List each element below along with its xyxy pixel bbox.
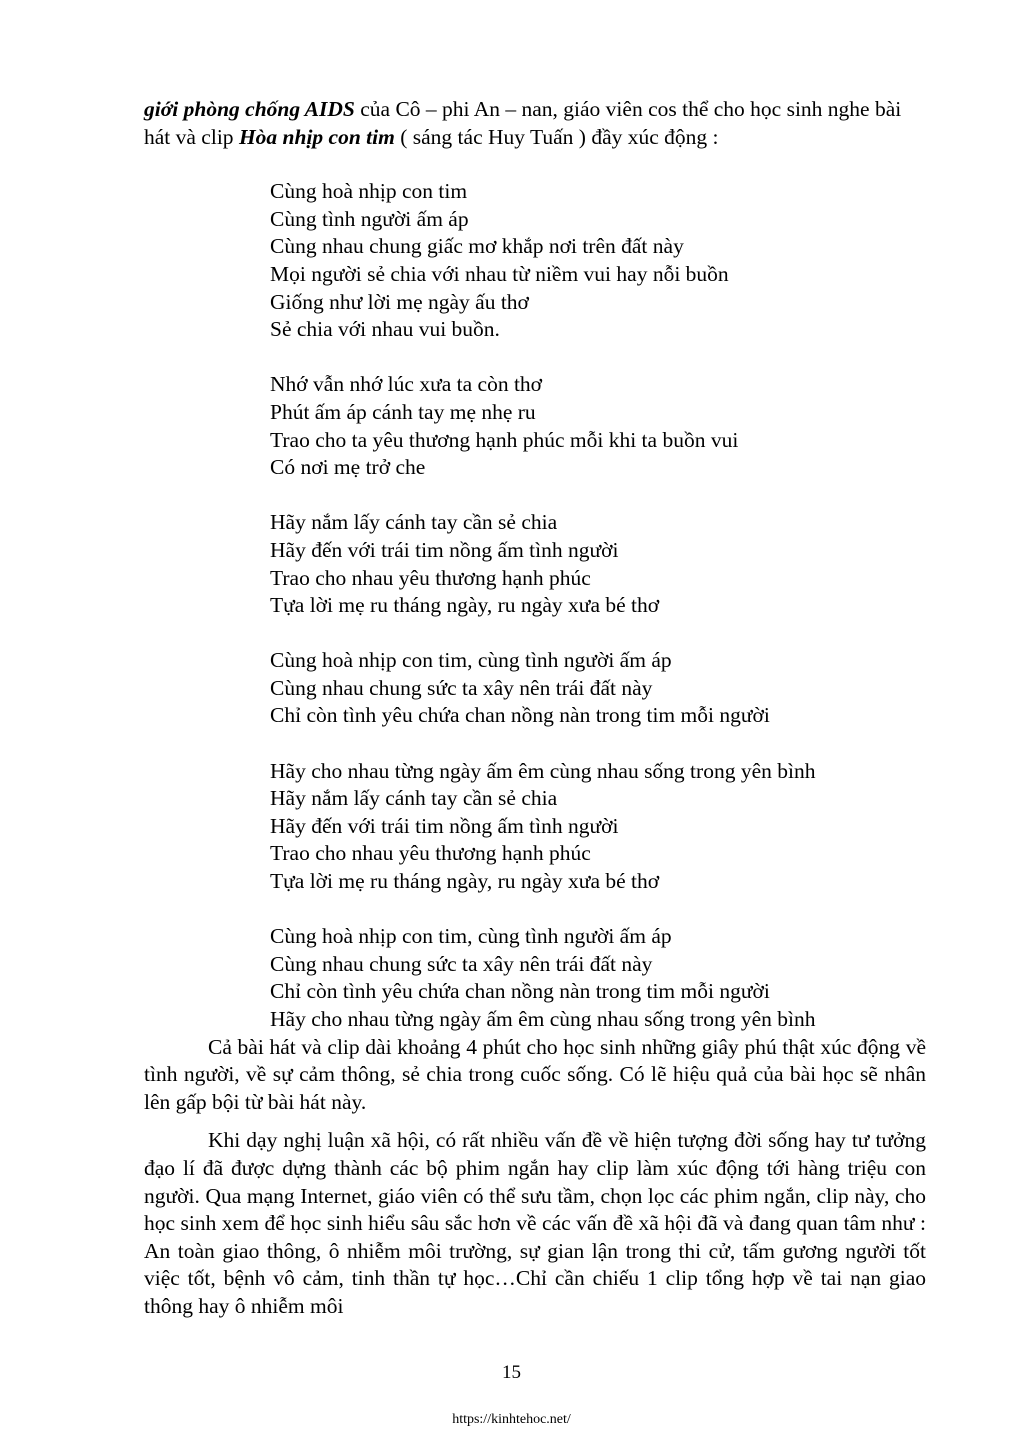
body-paragraph-2: Khi dạy nghị luận xã hội, có rất nhiều vấn đề về hiện tượng đời sống hay tư tưởng đạo lí đã được dựng thành các bộ phim ngắn hay clip làm xúc động tới hàng triệu con người. Qua mạng Internet, giáo viên có thể sưu tầm, chọn lọc các phim ngắn, clip này, cho học sinh xem để học sinh hiểu sâu sắc hơn về các vấn đề xã hội đã và đang quan tâm như : An toàn giao thông, ô nhiễm môi trường, sự gian lận trong thi cử, tấm gương người tốt việc tốt, bệnh vô cảm, tinh thần tự học…Chỉ cần chiếu 1 clip tổng hợp về tai nạn giao thông hay ô nhiễm môi <box>144 1128 926 1318</box>
lyrics-line: Cùng hoà nhịp con tim, cùng tình người ấm áp <box>270 924 672 949</box>
lyrics-line: Hãy nắm lấy cánh tay cần sẻ chia <box>270 510 558 535</box>
lyrics-line: Trao cho ta yêu thương hạnh phúc mỗi khi ta buồn vui <box>270 427 739 452</box>
lyrics-line: Cùng nhau chung sức ta xây nên trái đất này <box>270 951 653 976</box>
lyrics-line: Mọi người sẻ chia với nhau từ niềm vui hay nỗi buồn <box>270 261 729 286</box>
lyrics-line: Cùng tình người ấm áp <box>270 206 469 231</box>
lyrics-line: Cùng nhau chung giấc mơ khắp nơi trên đất này <box>270 234 684 259</box>
song-title: Hòa nhịp con tim <box>238 124 395 149</box>
lyrics-stanza-3 <box>270 509 926 619</box>
lyrics-line: Hãy đến với trái tim nồng ấm tình người <box>270 537 619 562</box>
footer-url[interactable]: https://kinhtehoc.net/ <box>452 1412 571 1427</box>
lyrics-line: Tựa lời mẹ ru tháng ngày, ru ngày xưa bé thơ <box>270 869 660 894</box>
lyrics-line: Sẻ chia với nhau vui buồn. <box>270 317 500 342</box>
document-page <box>144 96 926 1321</box>
lyrics-stanza-2 <box>270 371 926 481</box>
lyrics-line: Tựa lời mẹ ru tháng ngày, ru ngày xưa bé thơ <box>270 593 660 618</box>
lyrics-line: Trao cho nhau yêu thương hạnh phúc <box>270 841 591 866</box>
body-paragraph-1: Cả bài hát và clip dài khoảng 4 phút cho học sinh những giây phú thật xúc động về tình người, về sự cảm thông, sẻ chia trong cuốc sống. Có lẽ hiệu quả của bài học sẽ nhân lên gấp bội từ bài hát này. <box>144 1034 926 1114</box>
lyrics-stanza-4 <box>270 647 926 730</box>
song-lyrics <box>144 178 926 1033</box>
lyrics-line: Hãy cho nhau từng ngày ấm êm cùng nhau sống trong yên bình <box>270 1007 816 1031</box>
lyrics-line: Trao cho nhau yêu thương hạnh phúc <box>270 565 591 590</box>
lyrics-line: Có nơi mẹ trở che <box>270 455 426 480</box>
lyrics-line: Nhớ vẫn nhớ lúc xưa ta còn thơ <box>270 372 543 397</box>
lyrics-line: Chỉ còn tình yêu chứa chan nồng nàn trong tim mỗi người <box>270 703 770 728</box>
lyrics-line: Phút ấm áp cánh tay mẹ nhẹ ru <box>270 399 536 424</box>
lyrics-line: Hãy nắm lấy cánh tay cần sẻ chia <box>270 786 558 811</box>
lyrics-line: Cùng hoà nhịp con tim <box>270 179 468 204</box>
lyrics-line: Hãy cho nhau từng ngày ấm êm cùng nhau sống trong yên bình <box>270 758 816 783</box>
lyrics-stanza-6 <box>270 923 926 1033</box>
intro-text-1: của Cô – phi An – nan, giáo viên cos thể cho học sinh nghe bài hát và clip <box>144 97 902 149</box>
lyrics-line: Hãy đến với trái tim nồng ấm tình người <box>270 813 619 838</box>
intro-paragraph <box>144 96 926 151</box>
lyrics-stanza-1 <box>270 178 926 344</box>
page-number: 15 <box>502 1362 521 1383</box>
lyrics-line: Cùng hoà nhịp con tim, cùng tình người ấm áp <box>270 648 672 673</box>
intro-text-2: ( sáng tác Huy Tuấn ) đầy xúc động : <box>394 124 719 149</box>
lyrics-line: Chỉ còn tình yêu chứa chan nồng nàn trong tim mỗi người <box>270 979 770 1004</box>
intro-bold-start: giới phòng chống AIDS <box>144 97 355 121</box>
lyrics-line: Cùng nhau chung sức ta xây nên trái đất này <box>270 675 653 700</box>
lyrics-stanza-5 <box>270 758 926 896</box>
lyrics-line: Giống như lời mẹ ngày ấu thơ <box>270 289 529 314</box>
